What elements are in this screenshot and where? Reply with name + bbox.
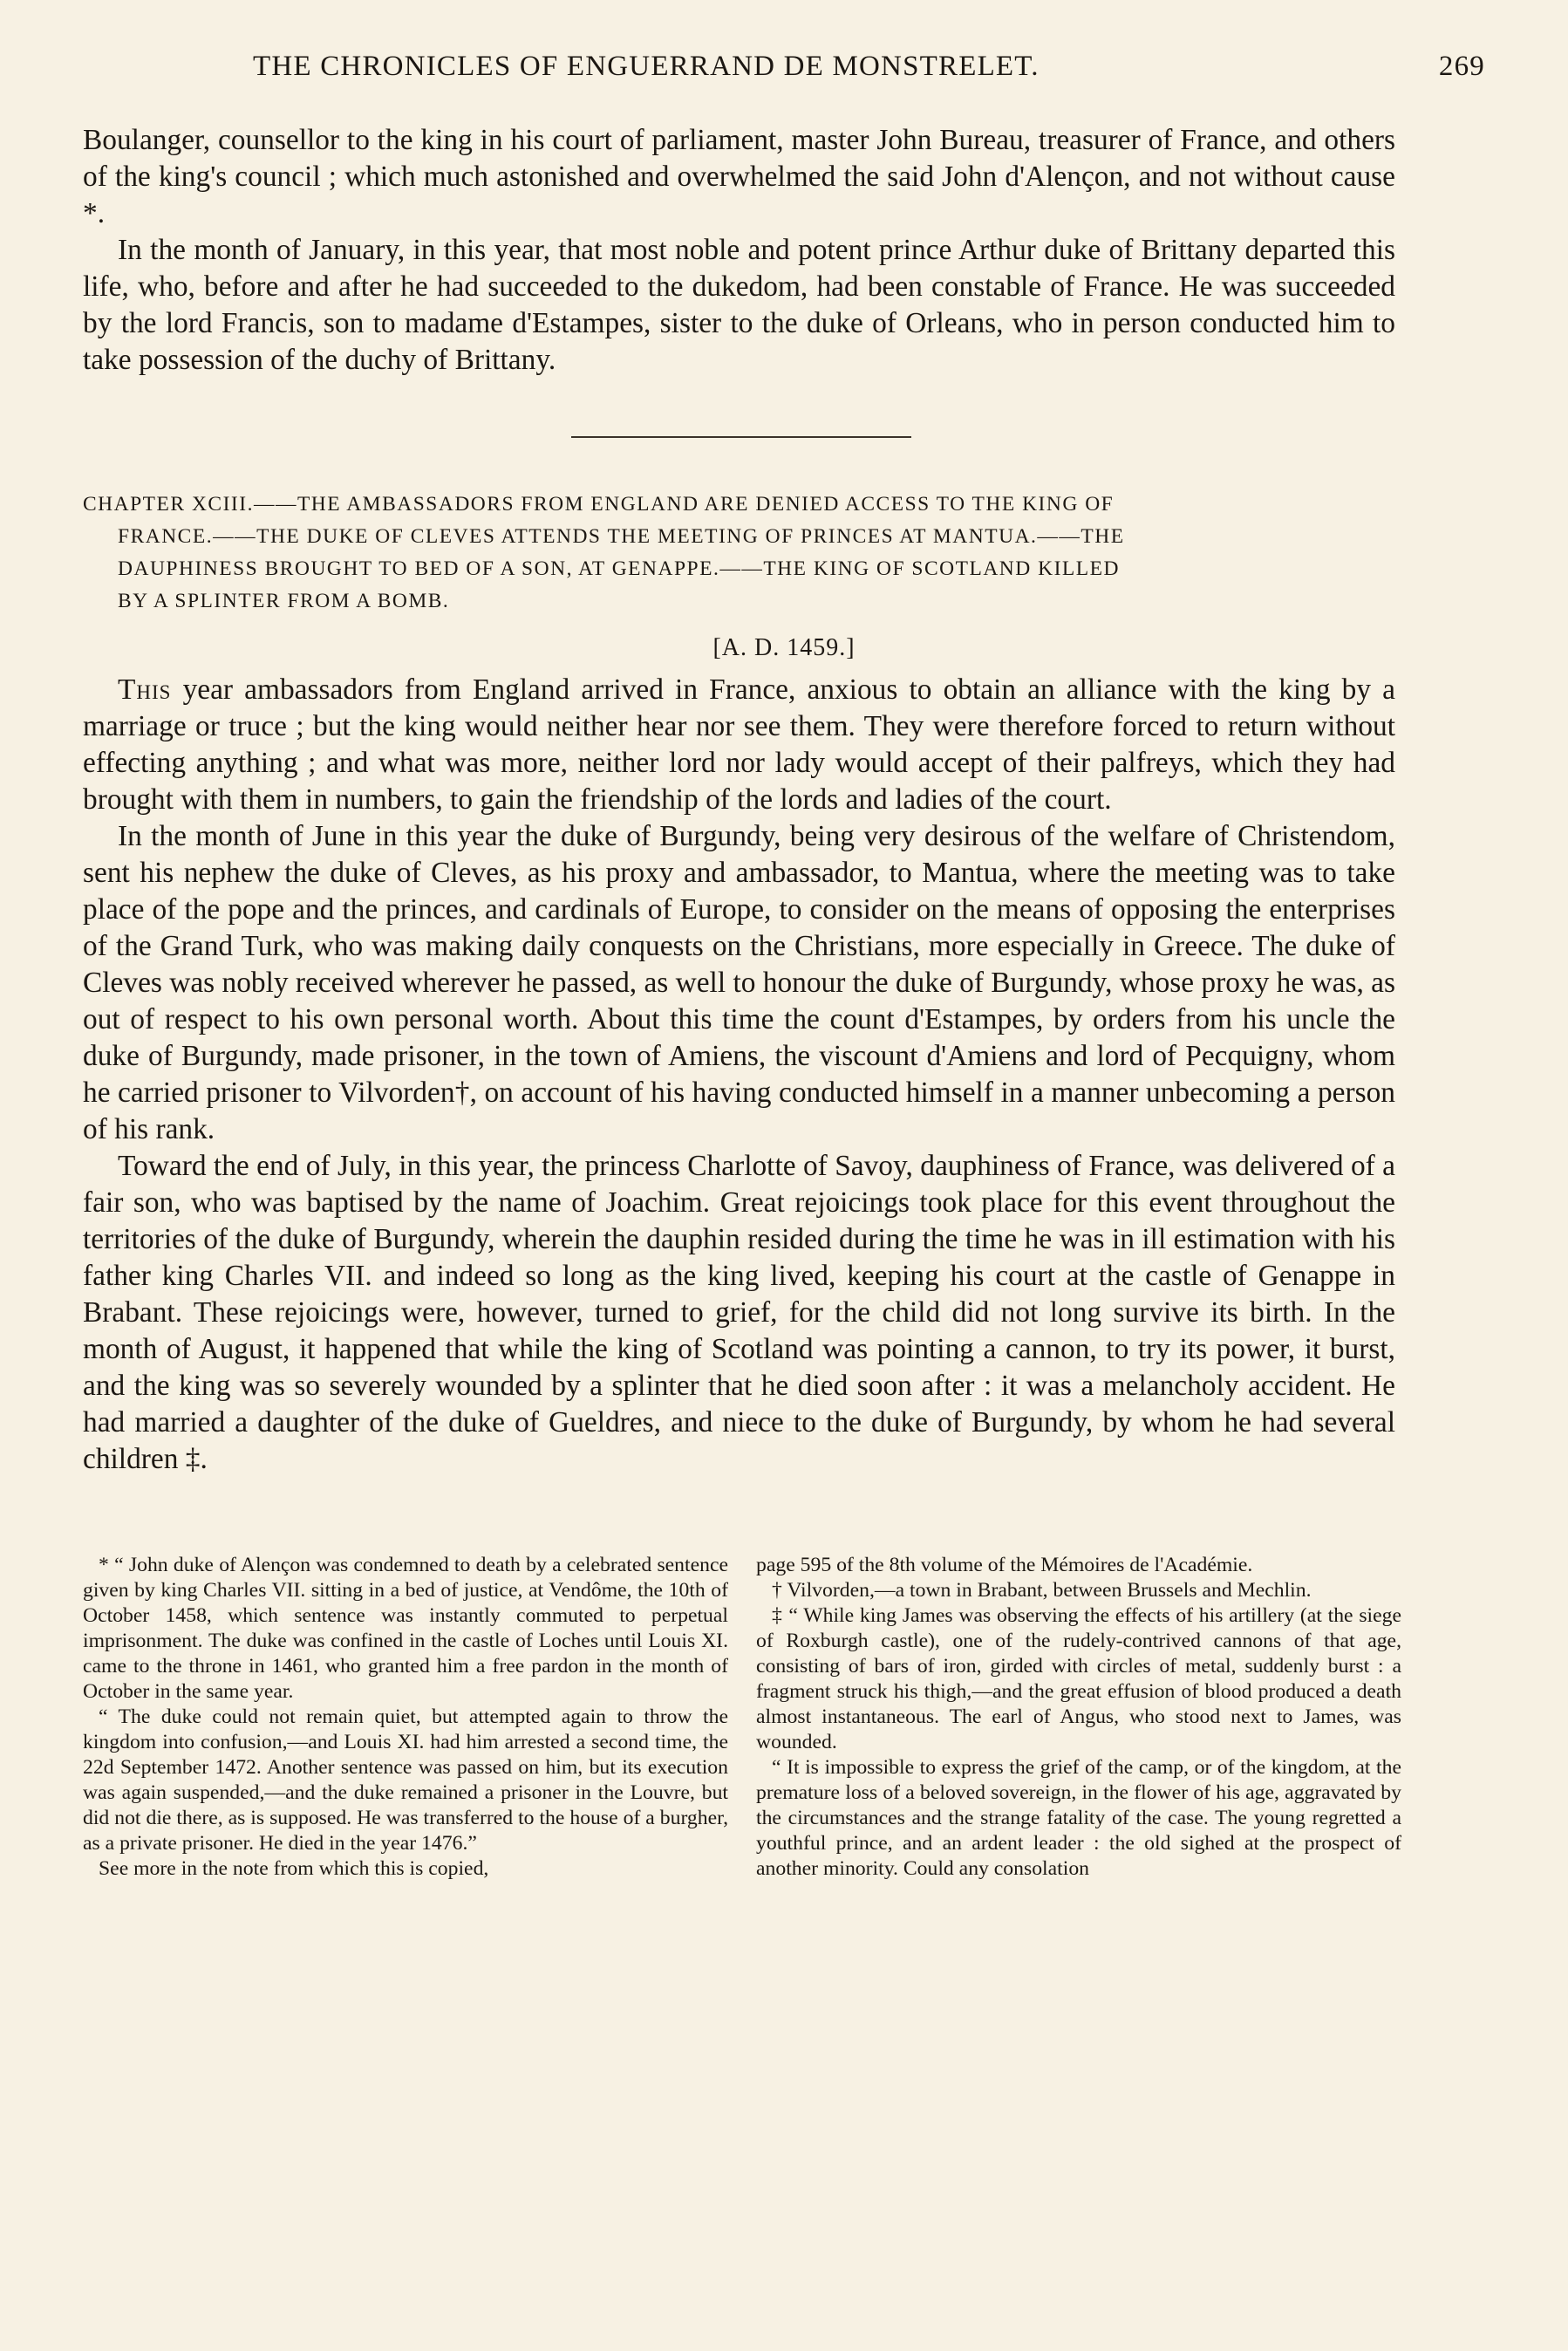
chapter-heading-line-2: FRANCE.——THE DUKE OF CLEVES ATTENDS THE MEETING OF PRINCES AT MANTUA.——THE — [118, 525, 1125, 548]
footnote-dagger: † Vilvorden,—a town in Brabant, between Brussels and Mechlin. — [772, 1579, 1312, 1602]
footnote-star-source-continued: page 595 of the 8th volume of the Mémoires de l'Académie. — [756, 1554, 1253, 1576]
footnote-star-continued: “ The duke could not remain quiet, but attempted again to throw the kingdom into confusion,—and Louis XI. had him arrested a second time, the 22d September 1472. Another sentence was passed on him, but its execution was again suspended,—and the duke remained a prisoner in the Louvre, but did not die there, as is supposed. He was transferred to the house of a burgher, as a private prisoner. He died in the year 1476.” — [83, 1705, 728, 1855]
first-word: This — [118, 673, 172, 706]
footnote-star: * “ John duke of Alençon was condemned to death by a celebrated sentence given by king Charles VII. sitting in a bed of justice, at Vendôme, the 10th of October 1458, which sentence was instantly commuted to perpetual imprisonment. The duke was confined in the castle of Loches until Louis XI. came to the throne in 1461, who granted him a free pardon in the month of October in the same year. — [83, 1554, 728, 1703]
chapter-text — [83, 672, 1395, 1478]
chapter-paragraph-3: Toward the end of July, in this year, the princess Charlotte of Savoy, dauphiness of France, was delivered of a fair son, who was baptised by the name of Joachim. Great rejoicings took place for this event throughout the territories of the duke of Burgundy, wherein the dauphin resided during the time he was in ill estimation with his father king Charles VII. and indeed so long as the king lived, keeping his court at the castle of Genappe in Brabant. These rejoicings were, however, turned to grief, for the child did not long survive its birth. In the month of August, it happened that while the king of Scotland was pointing a cannon, to try its power, it burst, and the king was so severely wounded by a splinter that he died soon after : it was a melancholy accident. He had married a daughter of the duke of Gueldres, and niece to the duke of Burgundy, by whom he had several children ‡. — [83, 1150, 1395, 1475]
intro-text — [83, 122, 1395, 379]
running-title: THE CHRONICLES OF ENGUERRAND DE MONSTRELET. — [253, 51, 1040, 82]
footnotes-right-column — [756, 1553, 1401, 1882]
section-divider — [571, 436, 911, 438]
footnote-double-dagger-continued: “ It is impossible to express the grief of the camp, or of the kingdom, at the premature loss of a beloved sovereign, in the flower of his age, aggravated by the circumstances and the strange fatality of the case. The young regretted a youthful prince, and an ardent leader : the old sighed at the prospect of another minority. Could any consolation — [756, 1756, 1401, 1880]
chapter-paragraph-2: In the month of June in this year the duke of Burgundy, being very desirous of the welfare of Christendom, sent his nephew the duke of Cleves, as his proxy and ambassador, to Mantua, where the meeting was to take place of the pope and the princes, and cardinals of Europe, to consider on the means of opposing the enterprises of the Grand Turk, who was making daily conquests on the Christians, more especially in Greece. The duke of Cleves was nobly received wherever he passed, as well to honour the duke of Burgundy, whose proxy he was, as out of respect to his own personal worth. About this time the count d'Estampes, by orders from his uncle the duke of Burgundy, made prisoner, in the town of Amiens, the viscount d'Amiens and lord of Pecquigny, whom he carried prisoner to Vilvorden†, on account of his having conducted himself in a manner unbecoming a person of his rank. — [83, 820, 1395, 1145]
chapter-paragraph-1 — [83, 672, 1395, 818]
paragraph-1-text: year ambassadors from England arrived in France, anxious to obtain an alliance with the king by a marriage or truce ; but the king would neither hear nor see them. They were therefore forced to return without effecting anything ; and what was more, neither lord nor lady would accept of their palfreys, which they had brought with them in numbers, to gain the friendship of the lords and ladies of the court. — [83, 673, 1395, 816]
footnote-star-source: See more in the note from which this is copied, — [99, 1857, 489, 1880]
page-number: 269 — [1438, 51, 1485, 82]
footnotes-left-column — [83, 1553, 728, 1882]
footnote-double-dagger: ‡ “ While king James was observing the effects of his artillery (at the siege of Roxburgh castle), one of the rudely-contrived cannons of that age, consisting of bars of iron, girded with circles of metal, suddenly burst : a fragment struck his thigh,—and the great effusion of blood produced a death almost instantaneous. The earl of Angus, who stood next to James, was wounded. — [756, 1604, 1401, 1753]
chapter-date: [A. D. 1459.] — [712, 634, 856, 661]
intro-paragraph-2: In the month of January, in this year, that most noble and potent prince Arthur duke of Brittany departed this life, who, before and after he had succeeded to the dukedom, had been constable of France. He was succeeded by the lord Francis, son to madame d'Estampes, sister to the duke of Orleans, who in person conducted him to take possession of the duchy of Brittany. — [83, 234, 1395, 376]
chapter-heading-line-4: BY A SPLINTER FROM A BOMB. — [118, 590, 450, 612]
chapter-heading-line-3: DAUPHINESS BROUGHT TO BED OF A SON, AT GENAPPE.——THE KING OF SCOTLAND KILLED — [118, 557, 1120, 580]
chapter-heading — [83, 489, 1395, 618]
chapter-heading-line-1: CHAPTER XCIII.——THE AMBASSADORS FROM ENGLAND ARE DENIED ACCESS TO THE KING OF — [83, 493, 1115, 516]
running-header — [83, 51, 1485, 89]
intro-paragraph-1: Boulanger, counsellor to the king in his court of parliament, master John Bureau, treasurer of France, and others of the king's council ; which much astonished and overwhelmed the said John d'Alençon, and not without cause *. — [83, 124, 1395, 229]
